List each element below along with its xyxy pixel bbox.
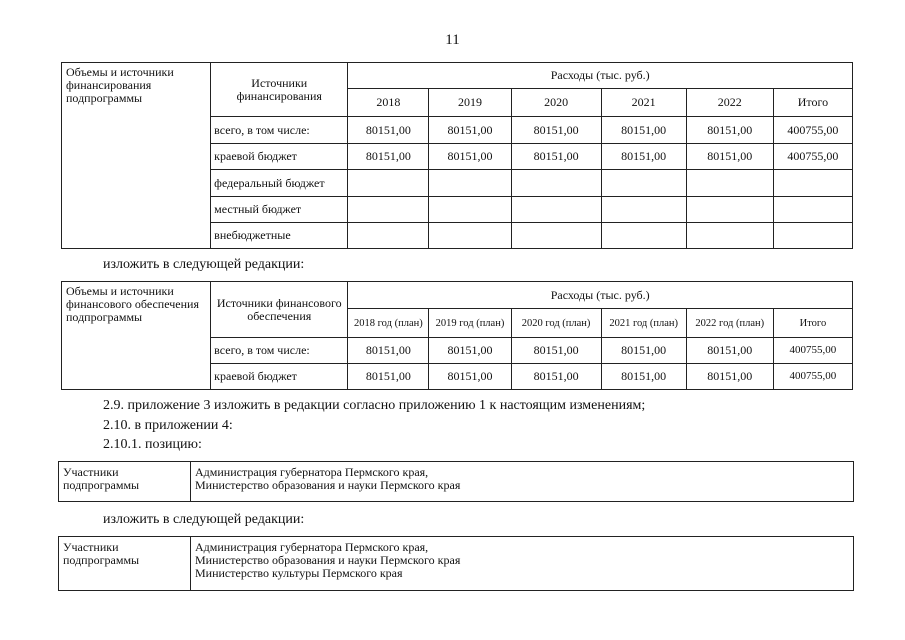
expenses-header: Расходы (тыс. руб.) [348,63,853,89]
cell-value [429,223,511,249]
column-header: 2022 [686,89,773,117]
cell-value [601,170,686,197]
participants-table-new [58,536,854,591]
cell-value [686,223,773,249]
instruction-text: изложить в следующей редакции: [103,257,305,272]
cell-value: 400755,00 [773,144,852,170]
column-header: 2020 [511,89,601,117]
cell-value: 400755,00 [773,117,852,144]
cell-value: 80151,00 [511,144,601,170]
participants-list [191,537,854,591]
cell-value: 80151,00 [601,144,686,170]
cell-value [773,223,852,249]
cell-value: 80151,00 [511,338,601,364]
cell-value [429,197,511,223]
row-source: всего, в том числе: [211,338,348,364]
row-source: всего, в том числе: [211,117,348,144]
participant-line: Администрация губернатора Пермского края, [195,540,429,554]
cell-value: 80151,00 [429,364,511,390]
cell-value [348,197,429,223]
cell-value [348,170,429,197]
cell-value: 80151,00 [686,338,773,364]
cell-value [429,170,511,197]
row-source: местный бюджет [211,197,348,223]
paragraph: 2.10. в приложении 4: [103,418,233,433]
row-source: федеральный бюджет [211,170,348,197]
cell-value [511,197,601,223]
participant-line: Министерство образования и науки Пермского края [195,553,461,567]
column-header: 2019 [429,89,511,117]
cell-value: 80151,00 [348,117,429,144]
page-number: 11 [445,32,460,48]
cell-value: 80151,00 [601,364,686,390]
column-header: 2022 год (план) [686,309,773,338]
column-header: 2021 год (план) [601,309,686,338]
cell-value [348,223,429,249]
cell-value [773,170,852,197]
cell-value: 80151,00 [686,364,773,390]
participants-label: Участники подпрограммы [59,462,191,502]
column-header: Итого [773,89,852,117]
funding-label: Объемы и источники финансирования подпрограммы [62,63,211,249]
column-header: 2018 [348,89,429,117]
expenses-header: Расходы (тыс. руб.) [348,282,853,309]
cell-value: 400755,00 [773,364,852,390]
cell-value: 80151,00 [348,364,429,390]
paragraph: 2.10.1. позицию: [103,437,202,452]
sources-header: Источники финансирования [211,63,348,117]
row-source: краевой бюджет [211,144,348,170]
cell-value: 80151,00 [348,338,429,364]
sources-header: Источники финансового обеспечения [211,282,348,338]
cell-value: 80151,00 [511,117,601,144]
cell-value [511,170,601,197]
cell-value [773,197,852,223]
cell-value: 80151,00 [601,338,686,364]
column-header: Итого [773,309,852,338]
row-source: краевой бюджет [211,364,348,390]
funding-table-new [61,281,853,390]
column-header: 2018 год (план) [348,309,429,338]
cell-value [601,223,686,249]
participant-line: Министерство культуры Пермского края [195,566,403,580]
cell-value: 80151,00 [511,364,601,390]
cell-value: 80151,00 [348,144,429,170]
participants-label: Участники подпрограммы [59,537,191,591]
paragraph: 2.9. приложение 3 изложить в редакции согласно приложению 1 к настоящим изменениям; [103,398,646,413]
cell-value [686,197,773,223]
participant-line: Министерство образования и науки Пермского края [195,478,461,492]
participants-table-old [58,461,854,502]
funding-table-old [61,62,853,249]
column-header: 2019 год (план) [429,309,511,338]
column-header: 2021 [601,89,686,117]
cell-value: 80151,00 [429,144,511,170]
funding-label: Объемы и источники финансового обеспечения подпрограммы [62,282,211,390]
participant-line: Администрация губернатора Пермского края, [195,465,429,479]
cell-value: 80151,00 [429,117,511,144]
cell-value: 80151,00 [429,338,511,364]
cell-value [511,223,601,249]
row-source: внебюджетные [211,223,348,249]
cell-value: 80151,00 [686,144,773,170]
cell-value: 400755,00 [773,338,852,364]
cell-value: 80151,00 [601,117,686,144]
cell-value [686,170,773,197]
column-header: 2020 год (план) [511,309,601,338]
instruction-text: изложить в следующей редакции: [103,512,305,527]
cell-value: 80151,00 [686,117,773,144]
participants-list [191,462,854,502]
cell-value [601,197,686,223]
